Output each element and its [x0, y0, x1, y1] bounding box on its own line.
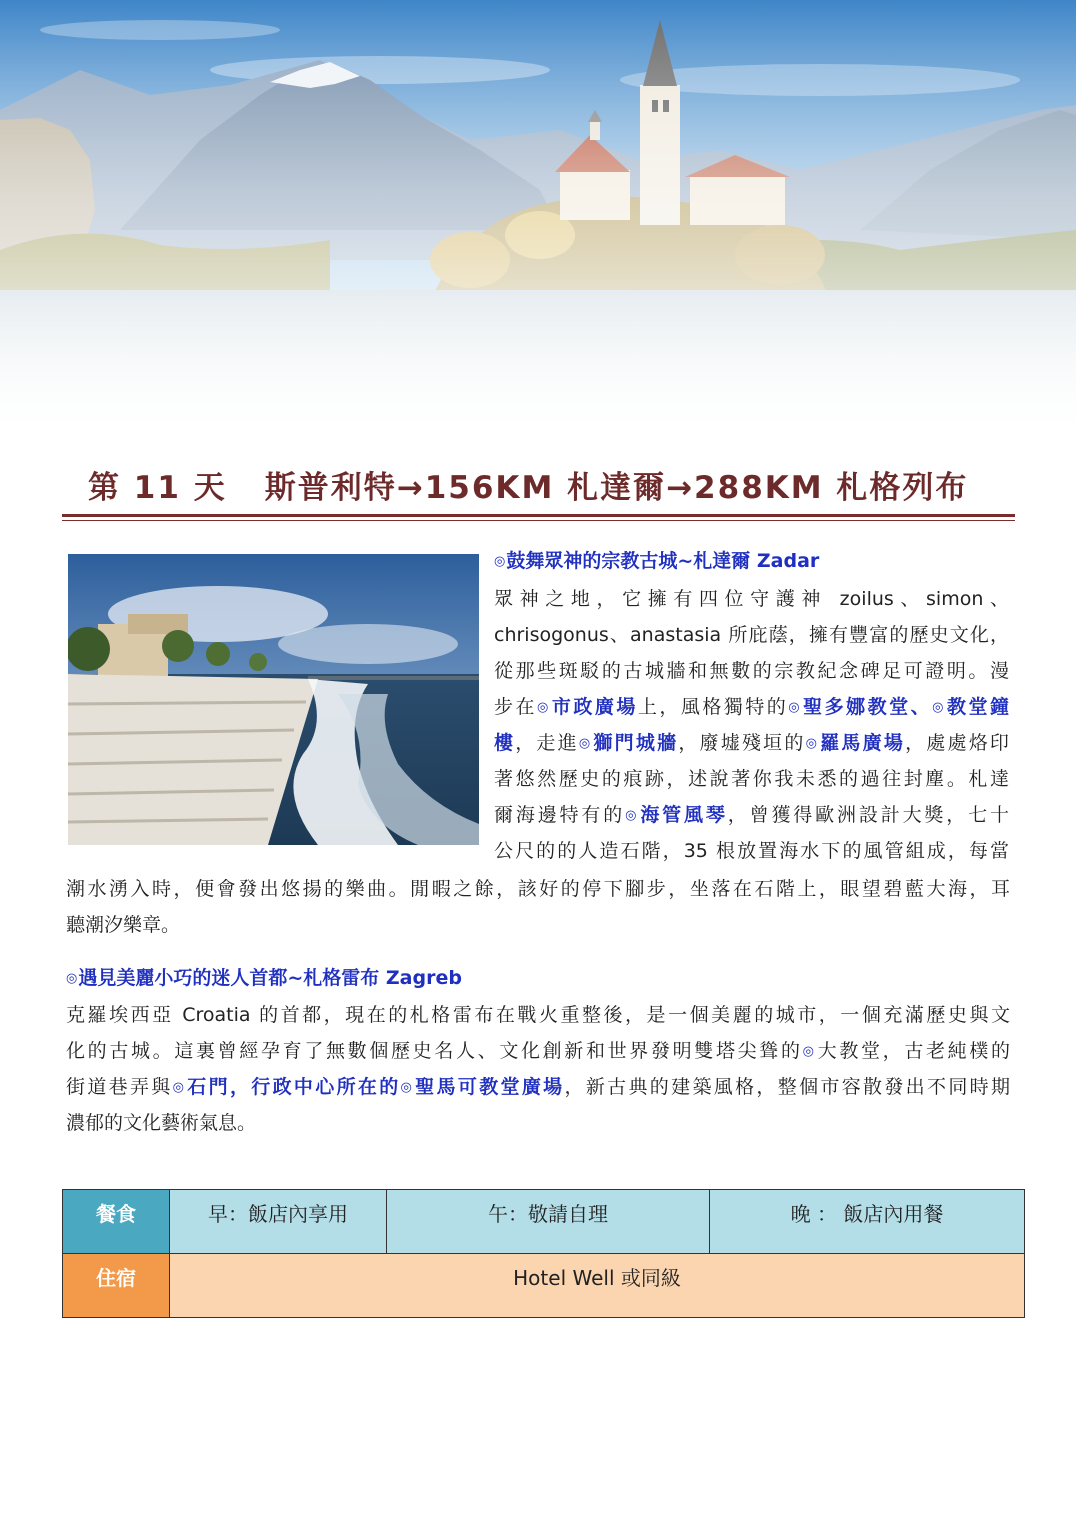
stay-label-cell: 住宿: [63, 1254, 170, 1318]
zagreb-heading-text: 遇見美麗小巧的迷人首都~札格雷布 Zagreb: [78, 967, 462, 989]
zadar-line-2: chrisogonus、anastasia 所庇蔭，擁有豐富的歷史文化，: [494, 624, 1009, 646]
zagreb-line-2: [66, 1036, 1010, 1063]
zadar-line-10: 聽潮汐樂章。: [66, 914, 181, 936]
zagreb-line-4: 濃郁的文化藝術氣息。: [66, 1112, 257, 1134]
bullet-mark-icon: ◎: [578, 736, 593, 751]
bullet-mark-icon: ◎: [537, 700, 551, 715]
text-span: ，曾獲得歐洲設計大獎，七十: [727, 804, 1009, 826]
st-donatus-church-highlight: 聖多娜教堂、: [803, 696, 933, 718]
bullet-mark-icon: ◎: [802, 1044, 817, 1059]
text-span: ，處處烙印: [905, 732, 1009, 754]
text-span: 步在: [494, 696, 537, 718]
text-span: 大教堂，古老純樸的: [817, 1040, 1010, 1062]
text-span: 爾海邊特有的: [494, 804, 626, 826]
bullet-mark-icon: ◎: [788, 700, 803, 715]
bullet-mark-icon: ◎: [66, 971, 78, 986]
bell-tower-highlight-cont: 樓: [494, 732, 516, 754]
zadar-sea-organ-photo: [68, 554, 479, 845]
text-span: ，新古典的建築風格，整個市容散發出不同時期: [564, 1076, 1010, 1098]
zagreb-line-1: 克羅埃西亞 Croatia 的首都，現在的札格雷布在戰火重整後，是一個美麗的城市，一個充滿歷史與文: [66, 1004, 1010, 1026]
lion-gate-highlight: 獅門城牆: [593, 732, 679, 754]
text-span: 上，風格獨特的: [637, 696, 789, 718]
zadar-line-4: [494, 692, 1009, 719]
zadar-line-6: 著悠然歷史的痕跡，述說著你我未悉的過往封塵。札達: [494, 768, 1009, 790]
zadar-line-5: [494, 728, 1009, 755]
lodging-row: [63, 1254, 1025, 1318]
bullet-mark-icon: ◎: [805, 736, 820, 751]
text-span: ，走進: [515, 732, 579, 754]
zagreb-line-3: [66, 1072, 1010, 1099]
meals-row: [63, 1190, 1025, 1254]
day-number: 第 11 天: [88, 470, 227, 506]
st-mark-square-highlight: 聖馬可教堂廣場: [415, 1076, 565, 1098]
text-span: 化的古城。這裏曾經孕育了無數個歷史名人、文化創新和世界發明雙塔尖聳的: [66, 1040, 803, 1062]
hotel-cell: Hotel Well 或同級: [170, 1254, 1025, 1318]
route-text: 斯普利特→156KM 札達爾→288KM 札格列布: [264, 470, 969, 506]
bell-tower-highlight: 教堂鐘: [946, 696, 1009, 718]
stone-gate-highlight: 石門，行政中心所在的: [187, 1076, 401, 1098]
bullet-mark-icon: ◎: [494, 554, 506, 569]
bullet-mark-icon: ◎: [400, 1080, 415, 1095]
bullet-mark-icon: ◎: [625, 808, 640, 823]
meals-lodging-table: [62, 1189, 1025, 1318]
title-rule-thin: [62, 520, 1015, 521]
text-span: 街道巷弄與: [66, 1076, 173, 1098]
hero-banner: [0, 0, 1076, 430]
sea-organ-highlight: 海管風琴: [640, 804, 728, 826]
roman-forum-highlight: 羅馬廣場: [820, 732, 906, 754]
lunch-cell: 午：敬請自理: [387, 1190, 710, 1254]
zadar-line-9: 潮水湧入時，便會發出悠揚的樂曲。閒暇之餘，該好的停下腳步，坐落在石階上，眼望碧藍大海，耳: [66, 878, 1010, 900]
day-title: [88, 462, 1008, 507]
dinner-cell: 晚 ： 飯店內用餐: [710, 1190, 1025, 1254]
zadar-heading: [494, 546, 819, 573]
title-rule-thick: [62, 514, 1015, 517]
city-hall-square-highlight: 市政廣場: [551, 696, 638, 718]
zadar-line-1: 眾神之地，它擁有四位守護神 zoilus、simon、: [494, 588, 1009, 610]
text-span: ，廢墟殘垣的: [678, 732, 806, 754]
bullet-mark-icon: ◎: [932, 700, 946, 715]
zadar-line-7: [494, 800, 1009, 827]
zadar-line-8: 公尺的的人造石階，35 根放置海水下的風管組成，每當: [494, 840, 1009, 862]
zadar-heading-text: 鼓舞眾神的宗教古城~札達爾 Zadar: [506, 550, 820, 572]
meal-label-cell: 餐食: [63, 1190, 170, 1254]
bullet-mark-icon: ◎: [172, 1080, 187, 1095]
zadar-line-3: 從那些斑駁的古城牆和無數的宗教紀念碑足可證明。漫: [494, 660, 1009, 682]
zagreb-heading: [66, 963, 462, 990]
breakfast-cell: 早：飯店內享用: [170, 1190, 387, 1254]
